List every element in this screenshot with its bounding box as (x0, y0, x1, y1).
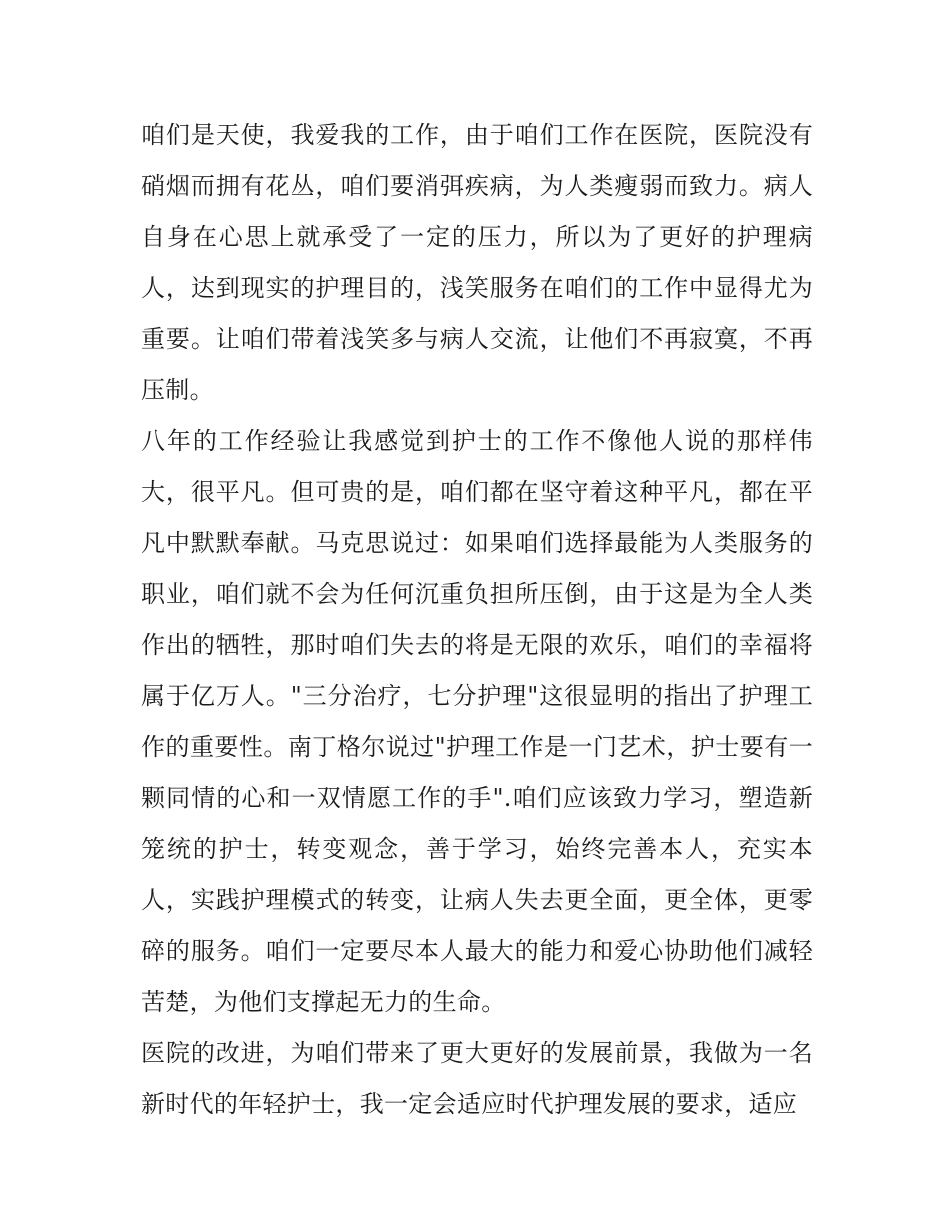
paragraph-1: 咱们是天使，我爱我的工作，由于咱们工作在医院，医院没有硝烟而拥有花丛，咱们要消弭疾病，为人类瘦弱而致力。病人自身在心思上就承受了一定的压力，所以为了更好的护理病人，达到现实的护理目的，浅笑服务在咱们的工作中显得尤为重要。让咱们带着浅笑多与病人交流，让他们不再寂寞，不再压制。 (141, 121, 813, 404)
document-body (141, 110, 813, 1130)
paragraph-2: 八年的工作经验让我感觉到护士的工作不像他人说的那样伟大，很平凡。但可贵的是，咱们都在坚守着这种平凡，都在平凡中默默奉献。马克思说过：如果咱们选择最能为人类服务的职业，咱们就不会为任何沉重负担所压倒，由于这是为全人类作出的牺牲，那时咱们失去的将是无限的欢乐，咱们的幸福将属于亿万人。"三分治疗，七分护理"这很显明的指出了护理工作的重要性。南丁格尔说过"护理工作是一门艺术，护士要有一颗同情的心和一双情愿工作的手".咱们应该致力学习，塑造新笼统的护士，转变观念，善于学习，始终完善本人，充实本人，实践护理模式的转变，让病人失去更全面，更全体，更零碎的服务。咱们一定要尽本人最大的能力和爱心协助他们减轻苦楚，为他们支撑起无力的生命。 (141, 427, 813, 1016)
paragraph-3: 医院的改进，为咱们带来了更大更好的发展前景，我做为一名新时代的年轻护士，我一定会适应时代护理发展的要求，适应 (141, 1039, 813, 1118)
